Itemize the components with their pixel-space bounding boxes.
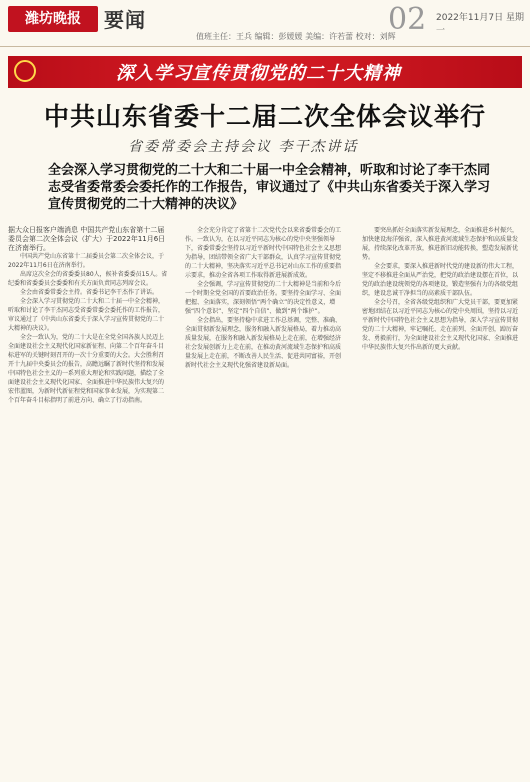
party-emblem-icon xyxy=(14,60,36,82)
paragraph: 全会要求，要深入推进新时代党的建设新的伟大工程，坚定不移推进全面从严治党，把党的政治建设摆在首位，以党的政治建设统领党的各项建设，锻造坚强有力的各级党组织，建设忠诚干净担当的高素质干部队伍。 xyxy=(362,263,519,297)
banner-text: 深入学习宣传贯彻党的二十大精神 xyxy=(116,63,401,84)
article-column-3 xyxy=(362,226,522,776)
paragraph: 全会由省委常委会主持。省委书记李干杰作了讲话。 xyxy=(20,289,159,296)
paragraph: 全会充分肯定了省第十二次党代会以来省委常委会的工作。一致认为，在以习近平同志为核心的党中央坚强领导下，省委常委会坚持以习近平新时代中国特色社会主义思想为指导，团结带领全省广大干部群众，认真学习宣传贯彻党的二十大精神，坚决落实习近平总书记对山东工作的重要指示要求，推动全省各项工作取得新进展新成效。 xyxy=(185,227,342,279)
paragraph: 全会指出，要坚持稳中求进工作总基调，完整、准确、全面贯彻新发展理念，服务和融入新发展格局，着力推动高质量发展，在服务和融入新发展格局上走在前，在增强经济社会发展创新力上走在前，在推动黄河流域生态保护和高质量发展上走在前，不断改善人民生活、促进共同富裕，开创新时代社会主义现代化强省建设新局面。 xyxy=(185,317,342,369)
paragraph: 全会一致认为，党的二十大是在全党全国各族人民迈上全面建设社会主义现代化国家新征程、向第二个百年奋斗目标进军的关键时刻召开的一次十分重要的大会。大会胜利召开十九届中央委员会的报告，高瞻远瞩了新时代坚持和发展中国特色社会主义的一系列重大理论和实践问题，描绘了全面建设社会主义现代化国家、全面推进中华民族伟大复兴的宏伟蓝图，为新时代新征程党和国家事业发展，为实现第二个百年奋斗目标指明了前进方向、确立了行动指南。 xyxy=(8,334,165,404)
masthead-logo: 潍坊晚报 xyxy=(8,6,98,32)
page-number: 02 xyxy=(388,2,427,37)
paragraph: 要突出抓好全面落实新发展理念，全面推进乡村振兴，加快建设海洋强省，深入推进黄河流域生态保护和高质量发展，持续深化改革开放，推进新旧动能转换，塑造发展新优势。 xyxy=(362,227,519,261)
paragraph: 出席这次全会的省委委员80人，候补省委委员15人。省纪委和省委委员会委委和有关方面负责同志列席会议。 xyxy=(8,271,168,287)
topic-banner xyxy=(8,56,522,88)
byline: 据大众日报客户端消息 中国共产党山东省第十二届委员会第二次全体会议（扩大）于2022年11月6日在济南举行。 xyxy=(8,226,166,252)
paragraph: 全会强调，学习宣传贯彻党的二十大精神是当前和今后一个时期全党全国的首要政治任务。要坚持全面学习、全面把握、全面落实，深刻领悟“两个确立”的决定性意义，增强“四个意识”、坚定“四个自信”、做到“两个维护”。 xyxy=(185,281,342,315)
paragraph: 全会号召，全省各级党组织和广大党员干部，要更加紧密地团结在以习近平同志为核心的党中央周围，坚持以习近平新时代中国特色社会主义思想为指导，深入学习宣传贯彻党的二十大精神，牢记嘱托、走在前列、全面开创，踔厉奋发、勇毅前行，为全面建设社会主义现代化国家、全面推进中华民族伟大复兴作出新的更大贡献。 xyxy=(362,299,519,351)
subheadline: 省委常委会主持会议 李干杰讲话 xyxy=(128,139,359,155)
editors-line: 值班主任：王兵 编辑：彭媛媛 美编：许若蕾 校对：刘辉 xyxy=(196,32,396,41)
paragraph: 全会深入学习贯彻党的二十大和二十届一中全会精神，听取和讨论了李干杰同志受省委常委会委托作的工作报告，审议通过了《中共山东省委关于深入学习宣传贯彻党的二十大精神的决议》。 xyxy=(8,298,165,332)
article-column-1 xyxy=(8,252,168,776)
lead-paragraph: 全会深入学习贯彻党的二十大和二十届一中全会精神，听取和讨论了李干杰同志受省委常委会委托作的工作报告，审议通过了《中共山东省委关于深入学习宣传贯彻党的二十大精神的决议》 xyxy=(48,163,491,212)
section-title: 要闻 xyxy=(104,8,146,32)
page-header xyxy=(0,0,530,47)
issue-date: 2022年11月7日 星期一 xyxy=(436,13,524,36)
paragraph: 中国共产党山东省第十二届委员会第二次全体会议，于2022年11月6日在济南举行。 xyxy=(8,253,165,269)
article-column-2 xyxy=(185,226,345,776)
headline: 中共山东省委十二届二次全体会议举行 xyxy=(43,102,486,131)
